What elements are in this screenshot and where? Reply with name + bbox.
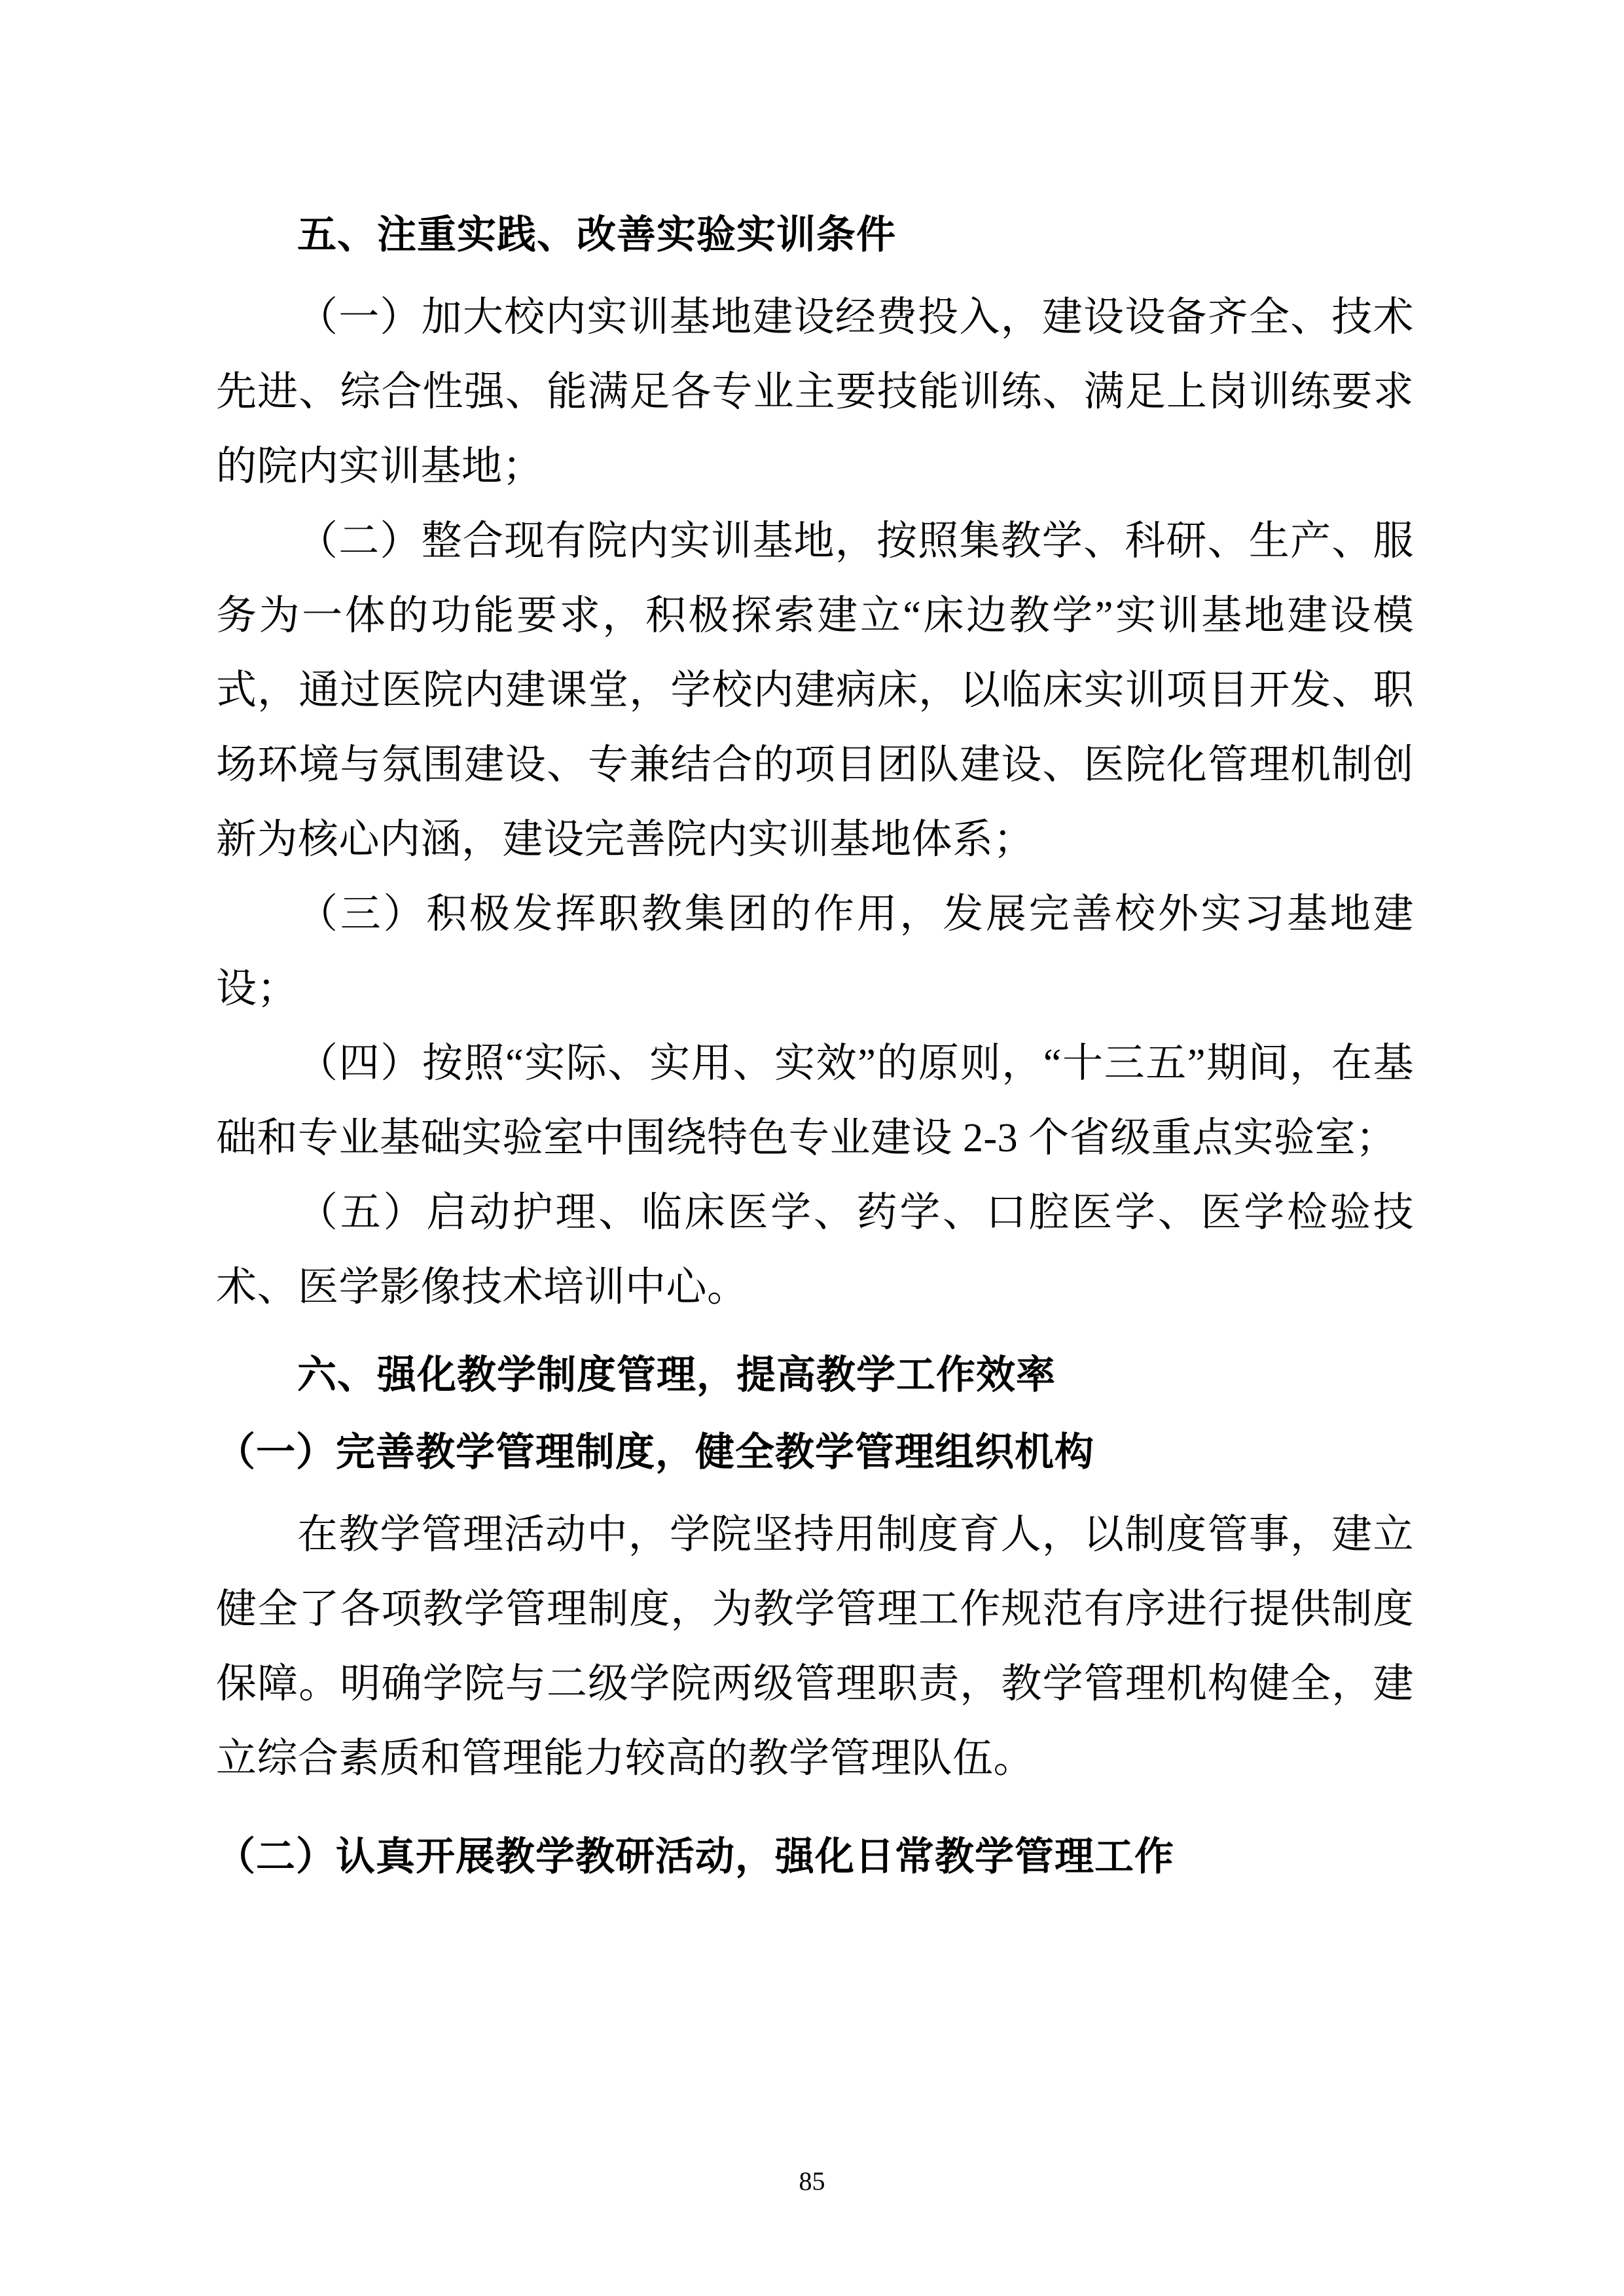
subsection-heading-6-2: （二）认真开展教学教研活动，强化日常教学管理工作 (216, 1834, 1174, 1880)
spacer (216, 1796, 1414, 1818)
subsection-heading-6-1: （一）完善教学管理制度，健全教学管理组织机构 (216, 1429, 1094, 1475)
spacer (216, 274, 1414, 280)
spacer (216, 1491, 1414, 1498)
page-number: 85 (799, 2166, 825, 2196)
paragraph-5-2: （二）整合现有院内实训基地，按照集教学、科研、生产、服务为一体的功能要求，积极探索建立“床边教学”实训基地建设模式，通过医院内建课堂，学校内建病床，以临床实训项目开发、职场环境与氛围建设、专兼结合的项目团队建设、医院化管理机制创新为核心内涵，建设完善院内实训基地体系； (216, 519, 1414, 862)
paragraph-6-1: 在教学管理活动中，学院坚持用制度育人，以制度管事，建立健全了各项教学管理制度，为教学管理工作规范有序进行提供制度保障。明确学院与二级学院两级管理职责，教学管理机构健全，建立综合素质和管理能力较高的教学管理队伍。 (216, 1513, 1414, 1781)
section-heading-6: 六、强化教学制度管理，提高教学工作效率 (297, 1352, 1056, 1398)
spacer (216, 1325, 1414, 1336)
paragraph-5-4: （四）按照“实际、实用、实效”的原则，“十三五”期间，在基础和专业基础实验室中围绕特色专业建设 2-3 个省级重点实验室； (216, 1041, 1414, 1160)
document-body (216, 196, 1414, 1895)
paragraph-5-5: （五）启动护理、临床医学、药学、口腔医学、医学检验技术、医学影像技术培训中心。 (216, 1191, 1414, 1310)
section-heading-5: 五、注重实践、改善实验实训条件 (297, 212, 896, 258)
paragraph-5-1: （一）加大校内实训基地建设经费投入，建设设备齐全、技术先进、综合性强、能满足各专业主要技能训练、满足上岗训练要求的院内实训基地； (216, 295, 1414, 489)
paragraph-5-3: （三）积极发挥职教集团的作用，发展完善校外实习基地建设； (216, 892, 1414, 1011)
